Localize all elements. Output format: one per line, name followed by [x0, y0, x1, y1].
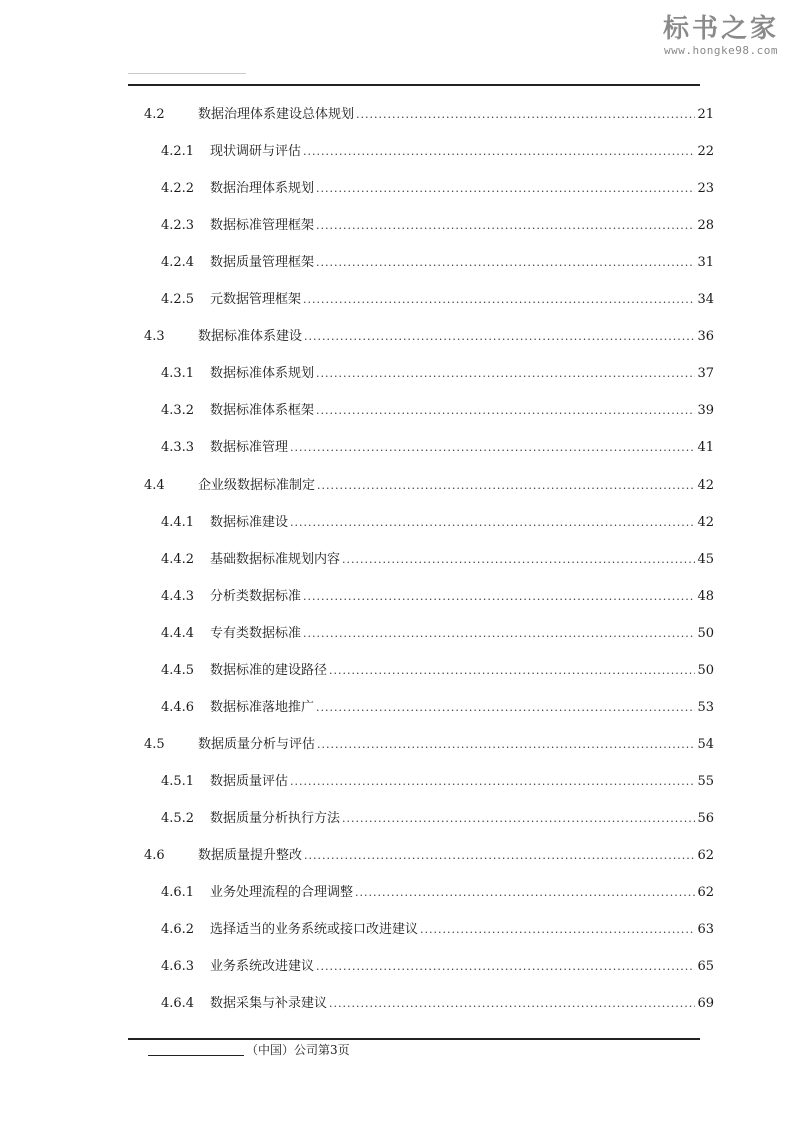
toc-entry-number: 4.5.1 [161, 774, 195, 789]
toc-leader-dots [316, 698, 695, 718]
toc-leader-dots [316, 401, 695, 421]
toc-entry-page: 42 [697, 515, 714, 530]
toc-entry[interactable] [0, 809, 793, 829]
toc-entry-number: 4.4.3 [161, 589, 195, 604]
toc-entry-body [210, 661, 714, 681]
toc-leader-dots [316, 216, 695, 236]
toc-entry[interactable] [0, 698, 793, 718]
toc-entry-page: 34 [697, 292, 714, 307]
toc-entry-title: 数据治理体系规划 [210, 181, 315, 196]
toc-entry-page: 63 [697, 922, 714, 937]
toc-leader-dots [342, 550, 695, 570]
toc-entry-page: 50 [697, 663, 714, 678]
toc-entry[interactable] [0, 883, 793, 903]
page-footer [148, 1042, 350, 1058]
footer-page-number: 3 [330, 1043, 338, 1057]
toc-entry-number: 4.6.2 [161, 922, 195, 937]
toc-entry[interactable] [0, 920, 793, 940]
header-short-rule [128, 73, 246, 74]
toc-entry-title: 数据标准体系规划 [210, 366, 315, 381]
toc-entry-page: 39 [697, 403, 714, 418]
toc-entry[interactable] [0, 327, 793, 347]
toc-entry-page: 53 [697, 700, 714, 715]
toc-entry-page: 69 [697, 996, 714, 1011]
toc-entry-title: 数据治理体系建设总体规划 [198, 107, 355, 122]
toc-entry-number: 4.2.5 [161, 292, 195, 307]
toc-entry-number: 4.6.4 [161, 996, 195, 1011]
toc-entry-page: 22 [697, 144, 714, 159]
toc-entry-title: 数据采集与补录建议 [210, 996, 328, 1011]
toc-entry-body [210, 364, 714, 384]
toc-entry-page: 42 [697, 478, 714, 493]
toc-entry-number: 4.3 [144, 329, 165, 344]
toc-leader-dots [317, 476, 695, 496]
toc-entry-number: 4.4.2 [161, 552, 195, 567]
toc-entry-number: 4.4.1 [161, 515, 195, 530]
toc-entry-number: 4.6.3 [161, 959, 195, 974]
toc-leader-dots [303, 142, 695, 162]
toc-entry[interactable] [0, 364, 793, 384]
toc-entry[interactable] [0, 290, 793, 310]
toc-entry-body [198, 476, 714, 496]
toc-entry-page: 50 [697, 626, 714, 641]
toc-entry-page: 48 [697, 589, 714, 604]
toc-entry-title: 基础数据标准规划内容 [210, 552, 341, 567]
toc-entry[interactable] [0, 994, 793, 1014]
toc-leader-dots [304, 846, 695, 866]
toc-entry-body [210, 957, 714, 977]
watermark-title: 标书之家 [662, 14, 779, 44]
toc-entry-number: 4.4 [144, 478, 165, 493]
toc-entry-body [210, 809, 714, 829]
toc-entry-title: 现状调研与评估 [210, 144, 302, 159]
toc-entry-page: 36 [697, 329, 714, 344]
toc-entry-number: 4.4.5 [161, 663, 195, 678]
toc-entry-number: 4.5.2 [161, 811, 195, 826]
toc-entry-body [198, 735, 714, 755]
toc-leader-dots [316, 364, 695, 384]
toc-entry-number: 4.6 [144, 848, 165, 863]
toc-entry-body [210, 698, 714, 718]
toc-entry-body [210, 216, 714, 236]
toc-leader-dots [303, 624, 695, 644]
toc-entry-page: 54 [697, 737, 714, 752]
toc-entry-page: 41 [697, 440, 714, 455]
toc-entry-body [210, 920, 714, 940]
toc-entry-page: 45 [697, 552, 714, 567]
toc-entry-title: 数据标准落地推广 [210, 700, 315, 715]
toc-entry-title: 选择适当的业务系统或接口改进建议 [210, 922, 419, 937]
toc-entry-title: 分析类数据标准 [210, 589, 302, 604]
toc-entry-title: 专有类数据标准 [210, 626, 302, 641]
toc-entry-number: 4.6.1 [161, 885, 195, 900]
toc-entry-body [210, 179, 714, 199]
toc-entry-number: 4.3.3 [161, 440, 195, 455]
toc-entry-title: 业务处理流程的合理调整 [210, 885, 354, 900]
watermark-logo [663, 14, 779, 58]
footer-text: （中国）公司第 [246, 1043, 331, 1057]
toc-entry[interactable] [0, 401, 793, 421]
toc-leader-dots [304, 327, 695, 347]
toc-entry-page: 23 [697, 181, 714, 196]
toc-entry-number: 4.4.4 [161, 626, 195, 641]
toc-entry[interactable] [0, 476, 793, 496]
toc-entry-page: 21 [697, 107, 714, 122]
toc-entry-number: 4.2.3 [161, 218, 195, 233]
toc-entry-title: 数据质量评估 [210, 774, 289, 789]
toc-entry-title: 数据标准管理框架 [210, 218, 315, 233]
toc-entry[interactable] [0, 105, 793, 125]
toc-entry-page: 65 [697, 959, 714, 974]
toc-entry-page: 55 [697, 774, 714, 789]
toc-entry[interactable] [0, 216, 793, 236]
toc-entry[interactable] [0, 587, 793, 607]
toc-entry-number: 4.3.2 [161, 403, 195, 418]
toc-entry-body [210, 142, 714, 162]
toc-entry-number: 4.2.4 [161, 255, 195, 270]
toc-leader-dots [290, 772, 695, 792]
toc-entry-page: 37 [697, 366, 714, 381]
toc-entry[interactable] [0, 513, 793, 533]
toc-entry[interactable] [0, 772, 793, 792]
toc-entry-page: 62 [697, 885, 714, 900]
toc-entry-number: 4.2.1 [161, 144, 195, 159]
header-rule [128, 84, 700, 86]
toc-leader-dots [303, 290, 695, 310]
toc-entry[interactable] [0, 253, 793, 273]
toc-leader-dots [316, 179, 695, 199]
watermark-url: www.hongke98.com [664, 44, 778, 57]
toc-entry-title: 数据标准的建设路径 [210, 663, 328, 678]
toc-entry-body [210, 624, 714, 644]
toc-entry-title: 数据标准管理 [210, 440, 289, 455]
toc-entry-title: 数据质量分析执行方法 [210, 811, 341, 826]
toc-leader-dots [290, 513, 695, 533]
toc-entry-number: 4.5 [144, 737, 165, 752]
toc-entry-body [210, 550, 714, 570]
toc-leader-dots [316, 957, 695, 977]
toc-entry-body [210, 401, 714, 421]
toc-entry-body [210, 290, 714, 310]
toc-leader-dots [329, 661, 695, 681]
toc-entry[interactable] [0, 957, 793, 977]
toc-leader-dots [420, 920, 695, 940]
toc-entry-page: 62 [697, 848, 714, 863]
toc-entry-title: 数据标准体系建设 [198, 329, 303, 344]
toc-leader-dots [342, 809, 695, 829]
toc-entry[interactable] [0, 142, 793, 162]
toc-entry-number: 4.2.2 [161, 181, 195, 196]
toc-leader-dots [303, 587, 695, 607]
toc-entry-body [210, 883, 714, 903]
toc-entry-page: 28 [697, 218, 714, 233]
toc-entry-body [210, 772, 714, 792]
toc-entry-body [198, 846, 714, 866]
toc-leader-dots [356, 105, 695, 125]
toc-entry-number: 4.4.6 [161, 700, 195, 715]
toc-leader-dots [316, 253, 695, 273]
toc-leader-dots [290, 438, 695, 458]
toc-entry-body [210, 994, 714, 1014]
toc-entry-title: 企业级数据标准制定 [198, 478, 316, 493]
toc-entry-body [198, 105, 714, 125]
toc-entry-title: 数据质量提升整改 [198, 848, 303, 863]
toc-leader-dots [355, 883, 695, 903]
toc-entry-page: 56 [697, 811, 714, 826]
toc-entry-title: 数据标准体系框架 [210, 403, 315, 418]
toc-entry[interactable] [0, 624, 793, 644]
toc-entry-body [210, 513, 714, 533]
toc-leader-dots [317, 735, 695, 755]
toc-entry-title: 数据质量管理框架 [210, 255, 315, 270]
toc-entry[interactable] [0, 735, 793, 755]
toc-entry[interactable] [0, 846, 793, 866]
toc-entry-body [210, 438, 714, 458]
toc-entry[interactable] [0, 550, 793, 570]
toc-entry-body [210, 587, 714, 607]
toc-entry[interactable] [0, 438, 793, 458]
toc-entry-number: 4.2 [144, 107, 165, 122]
footer-blank-line [148, 1043, 244, 1056]
toc-entry[interactable] [0, 179, 793, 199]
toc-entry-title: 数据标准建设 [210, 515, 289, 530]
toc-entry-title: 业务系统改进建议 [210, 959, 315, 974]
toc-entry-title: 数据质量分析与评估 [198, 737, 316, 752]
toc-entry-number: 4.3.1 [161, 366, 195, 381]
toc-entry-body [198, 327, 714, 347]
footer-suffix: 页 [337, 1043, 350, 1057]
toc-entry[interactable] [0, 661, 793, 681]
toc-entry-body [210, 253, 714, 273]
footer-rule [128, 1038, 700, 1040]
toc-leader-dots [329, 994, 695, 1014]
toc-entry-title: 元数据管理框架 [210, 292, 302, 307]
toc-entry-page: 31 [697, 255, 714, 270]
